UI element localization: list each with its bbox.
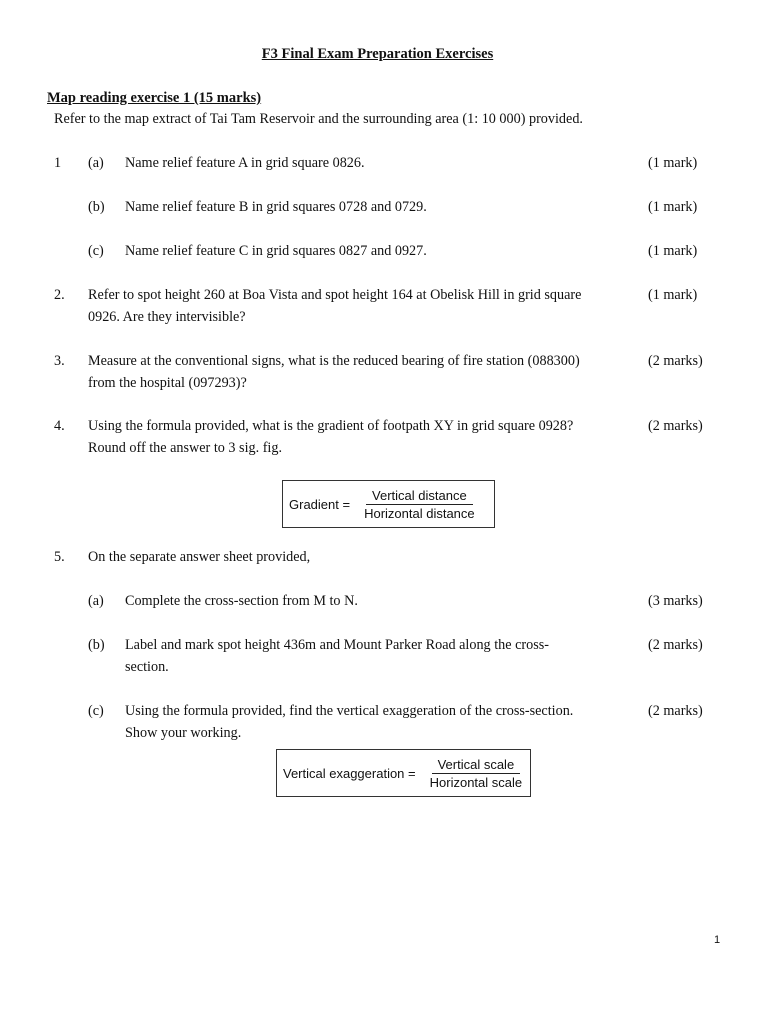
q4-number: 4. [54,418,65,434]
q2-number: 2. [54,287,65,303]
q1b-label: (b) [88,199,105,215]
q3-line1: Measure at the conventional signs, what is the reduced bearing of fire station (088300) [88,353,580,369]
q5c-label: (c) [88,703,104,719]
ve-numerator: Vertical scale [432,757,521,774]
q1b-text: Name relief feature B in grid squares 0728 and 0729. [125,199,427,215]
gradient-formula-label: Gradient = [289,496,351,512]
q5c-line1: Using the formula provided, find the vertical exaggeration of the cross-section. [125,703,574,719]
q3-number: 3. [54,353,65,369]
q5a-marks: (3 marks) [648,593,703,609]
q5b-marks: (2 marks) [648,637,703,653]
vertical-exaggeration-formula-box [276,749,531,797]
page-number: 1 [714,934,721,946]
gradient-fraction [358,488,481,521]
q4-line1: Using the formula provided, what is the gradient of footpath XY in grid square 0928? [88,418,574,434]
q3-line2: from the hospital (097293)? [88,375,247,391]
q4-marks: (2 marks) [648,418,703,434]
q1b-marks: (1 mark) [648,199,698,215]
intro-text: Refer to the map extract of Tai Tam Reservoir and the surrounding area (1: 10 000) provided. [54,111,583,127]
q1a-label: (a) [88,155,104,171]
q5b-line1: Label and mark spot height 436m and Mount Parker Road along the cross- [125,637,549,653]
q1a-text: Name relief feature A in grid square 0826. [125,155,365,171]
q5-number: 5. [54,549,65,565]
q5a-text: Complete the cross-section from M to N. [125,593,358,609]
q1a-marks: (1 mark) [648,155,698,171]
q5a-label: (a) [88,593,104,609]
q1c-label: (c) [88,243,104,259]
ve-formula-label: Vertical exaggeration = [283,765,416,781]
q1c-marks: (1 mark) [648,243,698,259]
q5c-line2: Show your working. [125,725,242,741]
gradient-denominator: Horizontal distance [364,505,475,521]
q2-marks: (1 mark) [648,287,698,303]
exercise-heading: Map reading exercise 1 (15 marks) [47,90,262,106]
q5c-marks: (2 marks) [648,703,703,719]
q3-marks: (2 marks) [648,353,703,369]
q5-text: On the separate answer sheet provided, [88,549,311,565]
page-title: F3 Final Exam Preparation Exercises [261,46,494,62]
q1c-text: Name relief feature C in grid squares 0827 and 0927. [125,243,427,259]
gradient-formula-box [282,480,495,528]
ve-denominator: Horizontal scale [429,774,523,790]
q5b-line2: section. [125,659,169,675]
q1-number: 1 [54,155,62,171]
q2-line2: 0926. Are they intervisible? [88,309,246,325]
ve-fraction [424,757,529,790]
q4-line2: Round off the answer to 3 sig. fig. [88,440,283,456]
gradient-numerator: Vertical distance [366,488,473,505]
q2-line1: Refer to spot height 260 at Boa Vista and spot height 164 at Obelisk Hill in grid square [88,287,582,303]
q5b-label: (b) [88,637,105,653]
